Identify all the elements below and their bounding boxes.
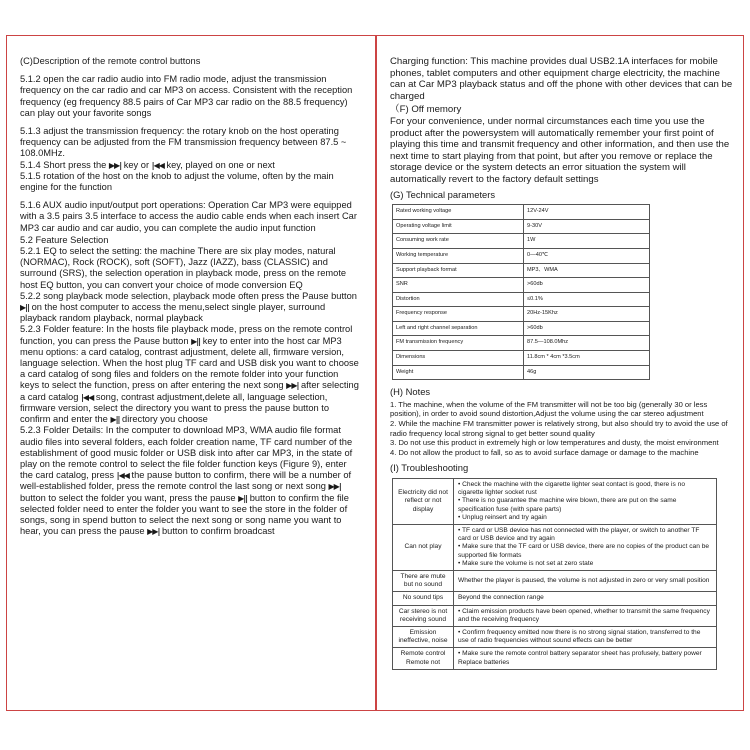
tech-param-row [393,292,650,307]
paragraph-513: 5.1.3 adjust the transmission frequency: the rotary knob on the host operating frequency can be adjusted from the FM transmission frequency between 87.5 ~ 108.0MHz. [20,126,347,159]
prev-icon: |◀◀ [81,392,94,402]
paragraph-523 [20,324,360,425]
off-memory-paragraph: For your convenience, under normal circumstances each time you use the product after the powersystem will automatically remember your first point of playing this time and transmit frequency and other information, and then use the next time to start playing from that point, but after you remove or replace the storage device or the system detects an error situation the system will automatically revert to the factory default settings [390,115,730,185]
charging-paragraph: Charging function: This machine provides dual USB2.1A interfaces for mobile phones, tablet computers and other equipment charge electricity, the machine can at Car MP3 playback status and off the phone with other devices that can be charged [390,56,733,102]
param-name: Consuming work rate [393,234,524,249]
text: button to confirm the file selected folder need to enter the folder you want to see the store in the folder of songs, song in spend button to select the next song or song name you want to hear, you can press the pause [20,492,349,537]
param-value: 87.5—108.0Mhz [524,336,650,351]
param-value: 20Hz-15Khz [524,307,650,322]
solution-cell: • Check the machine with the cigarette lighter seat contact is good, there is no cigarette lighter socket rust • There is no guarantee the machine wire blown, there are put on the same specification fuse (with spare parts) • Unplug reinsert and try again [454,479,717,525]
pause-icon: ▶|| [238,493,248,503]
param-value: >60db [524,278,650,293]
problem-cell: Car stereo is not receiving sound [393,605,454,626]
param-name: Rated working voltage [393,205,524,220]
tech-param-row [393,365,650,380]
tech-param-row [393,205,650,220]
problem-cell: There are mute but no sound [393,571,454,592]
tech-param-row [393,278,650,293]
troubleshooting-row [393,627,717,648]
problem-cell: Emission ineffective, noise [393,627,454,648]
tech-param-row [393,219,650,234]
next-icon: ▶▶| [286,381,299,391]
pause-icon: ▶|| [191,336,201,346]
param-name: Left and right channel separation [393,321,524,336]
notes-title: (H) Notes [390,386,431,398]
tech-param-row [393,351,650,366]
next-icon: ▶▶| [147,527,160,537]
problem-cell: Remote control Remote not [393,648,454,669]
param-value: 9-30V [524,219,650,234]
text: 5.1.4 Short press the [20,159,107,170]
troubleshooting-row [393,605,717,626]
troubleshooting-table [392,478,717,670]
prev-icon: |◀◀ [151,160,164,170]
pause-icon: ▶|| [110,415,120,425]
param-value: ≤0.1% [524,292,650,307]
troubleshooting-row [393,571,717,592]
text: after selecting a card catalog [20,380,359,402]
param-name: Frequency response [393,307,524,322]
text: on the host computer to access the menu,select single player, surround playback random playback, normal playback [20,302,326,324]
note-item: 1. The machine, when the volume of the FM transmitter will not be too big (generally 30 or less position), in order to avoid sound distortion,Adjust the volume using the car stereo adjustment [390,399,708,419]
paragraph-516: 5.1.6 AUX audio input/output port operations: Operation Car MP3 were equipped with a 3.5 pairs 3.5 interface to access the audio cable ends when each insert Car MP3 car audio and car audio, you can complete the audio input function [20,200,357,233]
next-icon: ▶▶| [108,160,122,170]
text: button to confirm broadcast [161,526,275,537]
troubleshooting-title: (I) Troubleshooting [390,462,469,474]
remote-control-description [20,56,360,537]
troubleshooting-row [393,592,717,605]
troubleshooting-row [393,479,717,525]
param-name: Distortion [393,292,524,307]
paragraph-512: 5.1.2 open the car radio audio into FM radio mode, adjust the transmission frequency on the car radio and car MP3 on access. Consistent with the reception frequency (eg frequency 88.5 pairs of Car MP3 car radio on the 88.5 frequency) can play out your favorite songs [20,74,353,118]
text: key to enter into the host car MP3 menu options: a card catalog, contrast adjustment, delete all, firmware version, language selection. When the host plug TF card and USB disk you want to choose a card catalog of song files and folders on the remote folder into your function keys to select the function, press on after entering the next song [20,335,359,391]
text: button to select the folder you want, press the pause [20,492,236,503]
solution-cell: • TF card or USB device has not connected with the player, or switch to another TF card or USB device and try again • Make sure that the TF card or USB device, there are no copies of the product can be supported file formats • Make sure the volume is not set at zero state [454,525,717,571]
tech-param-row [393,234,650,249]
paragraph-522 [20,291,360,325]
tech-param-row [393,321,650,336]
notes-list [390,400,735,458]
note-item: 4. Do not allow the product to fall, so as to avoid surface damage or damage to the machine [390,447,699,457]
param-value: 11.8cm * 4cm *3.5cm [524,351,650,366]
text: 5.2.3 Folder feature: In the hosts file playback mode, press on the remote control function, you can press the Pause button [20,324,353,346]
problem-cell: Electricity did not reflect or not display [393,479,454,525]
tech-param-row [393,307,650,322]
solution-cell: • Confirm frequency emitted now there is no strong signal station, transferred to the use of radio frequencies without sound effects can be better [454,627,717,648]
pause-icon: ▶|| [20,303,29,313]
paragraph-521: 5.2.1 EQ to select the setting: the machine There are six play modes, natural (NORMAC), Rock (ROCK), soft (SOFT), Jazz (IAZZ), bass (CLASSIC) and surround (SRS), the selection operation in playback mode, press on the remote host EQ button, you can convert your choice of mode conversion EQ [20,246,347,290]
paragraph-515: 5.1.5 rotation of the host on the knob to adjust the volume, often by the main engine for the function [20,170,334,193]
tech-params-title: (G) Technical parameters [390,188,496,200]
next-icon: ▶▶| [328,482,341,492]
solution-cell: • Claim emission products have been opened, whether to transmit the same frequency and the receiving frequency [454,605,717,626]
solution-cell: • Make sure the remote control battery separator sheet has profusely, battery power Replace batteries [454,648,717,669]
specifications-column [390,56,735,670]
prev-icon: |◀◀ [116,471,129,481]
text: 5.2.3 Folder Details: In the computer to download MP3, WMA audio file format audio files into several folders, each folder creation name, TF card number of the establishment of good music folder or USB disk into after car MP3, in the state of play on the remote control to select the file folder function keys (Figure 9), enter the card catalog, press [20,425,353,481]
param-name: Weight [393,365,524,380]
solution-cell: Beyond the connection range [454,592,717,605]
tech-param-row [393,263,650,278]
troubleshooting-row [393,648,717,669]
tech-params-table [392,204,650,380]
off-memory-title: （F) Off memory [390,104,462,116]
section-title: (C)Description of the remote control buttons [20,56,201,66]
param-name: Support playback format [393,263,524,278]
param-value: MP3、WMA [524,263,650,278]
param-value: 46g [524,365,650,380]
tech-param-row [393,248,650,263]
note-item: 2. While the machine FM transmitter power is relatively strong, but also should try to avoid the use of radio frequency local strong signal to get better sound quality [390,419,728,438]
param-value: >60db [524,321,650,336]
param-name: Working temperature [393,248,524,263]
solution-cell: Whether the player is paused, the volume is not adjusted in zero or very small position [454,571,717,592]
param-name: Dimensions [393,351,524,366]
text: 5.2.2 song playback mode selection, playback mode often press the Pause button [20,290,357,301]
tech-param-row [393,336,650,351]
text: the pause button to confirm, there will be a number of well-established folder, press the remote control the last song or next song [20,470,352,492]
text: song, contrast adjustment,delete all, language selection, firmware version, select the directory you want to press the pause button to confirm and enter the [20,391,330,425]
paragraph-523-details [20,425,360,537]
note-item: 3. Do not use this product in extremely high or low temperatures and dusty, the moist environment [390,438,719,448]
text: key, played on one or next [166,159,275,170]
param-name: Operating voltage limit [393,219,524,234]
text: key or [123,159,150,170]
troubleshooting-row [393,525,717,571]
param-name: FM transmission frequency [393,336,524,351]
param-value: 1W [524,234,650,249]
paragraph-52: 5.2 Feature Selection [20,234,109,245]
text: directory you choose [122,414,208,425]
problem-cell: Can not play [393,525,454,571]
paragraph-514 [20,160,360,171]
param-value: 0—40℃ [524,248,650,263]
param-value: 12V-24V [524,205,650,220]
problem-cell: No sound tips [393,592,454,605]
param-name: SNR [393,278,524,293]
